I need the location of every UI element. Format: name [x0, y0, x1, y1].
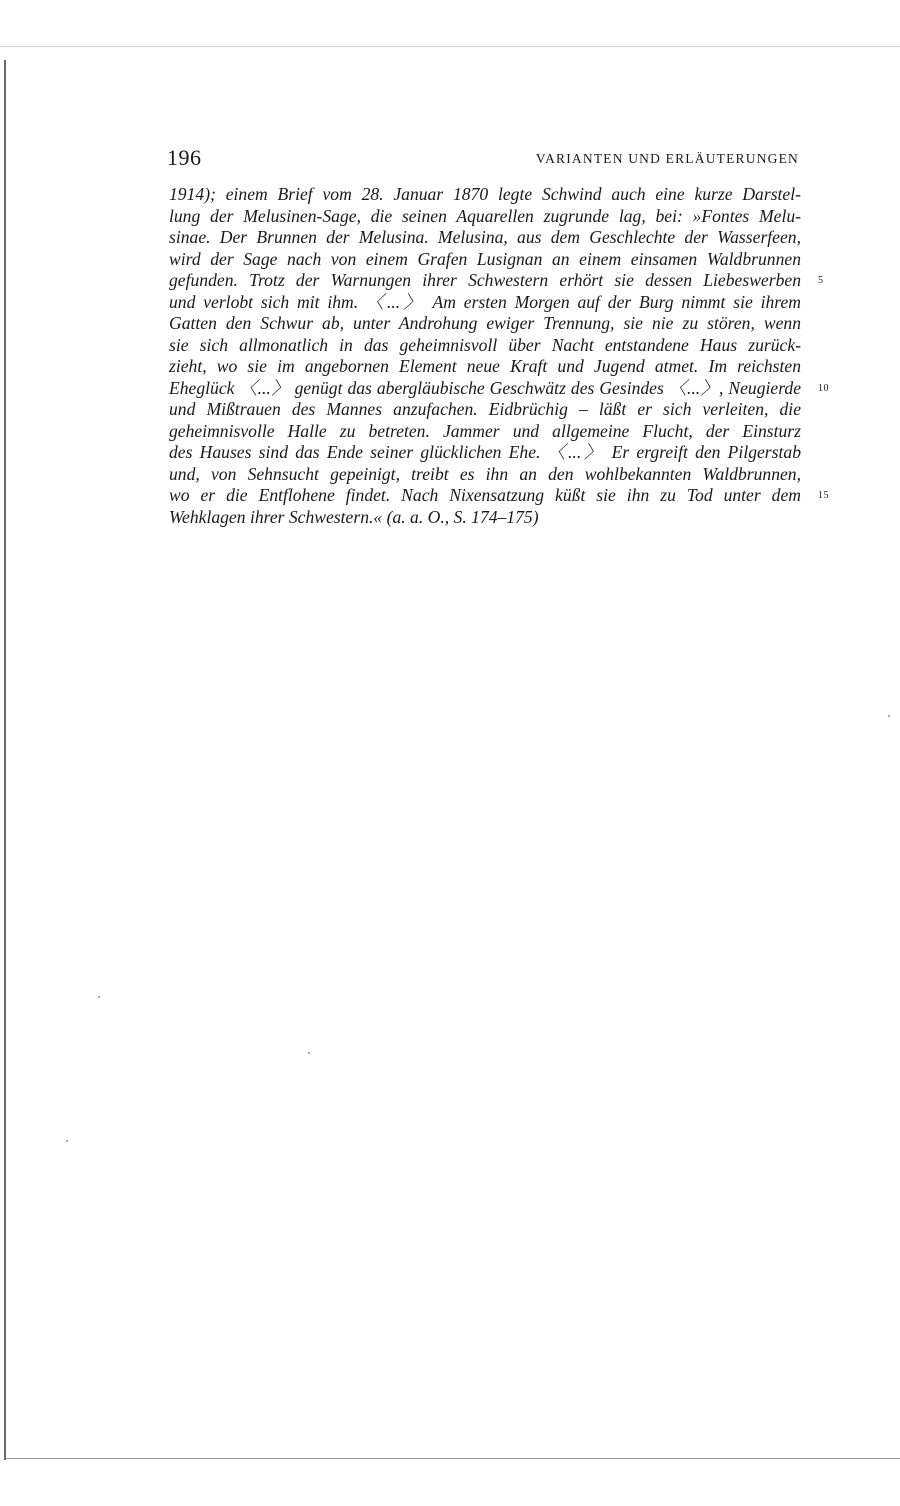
text-line-last: Wehklagen ihrer Schwestern.« (a. a. O., S. 174–175)	[169, 506, 539, 527]
text-line: und verlobt sich mit ihm. 〈...〉 Am ersten Morgen auf der Burg nimmt sie ihrem	[169, 291, 801, 312]
text-line: des Hauses sind das Ende seiner glücklichen Ehe. 〈...〉 Er ergreift den Pilgerstab	[169, 442, 801, 462]
page-header	[167, 143, 799, 173]
scan-speck	[66, 1140, 68, 1142]
body-text	[169, 184, 801, 528]
text-line: und Mißtrauen des Mannes anzufachen. Eidbrüchig – läßt er sich verleiten, die	[169, 399, 801, 419]
text-line: und, von Sehnsucht gepeinigt, treibt es ihn an den wohlbekannten Waldbrunnen,	[169, 463, 801, 484]
text-line: 1914); einem Brief vom 28. Januar 1870 legte Schwind auch eine kurze Darstel-	[169, 184, 801, 204]
text-line: sinae. Der Brunnen der Melusina. Melusina, aus dem Geschlechte der Wasserfeen,	[169, 227, 801, 247]
scan-speck	[888, 715, 890, 717]
line-number-10: 10	[818, 383, 829, 394]
text-line: wird der Sage nach von einem Grafen Lusignan an einem einsamen Waldbrunnen	[169, 248, 801, 269]
text-line: wo er die Entflohene findet. Nach Nixensatzung küßt sie ihn zu Tod unter dem	[169, 485, 801, 505]
line-number-15: 15	[818, 490, 829, 501]
text-line: geheimnisvolle Halle zu betreten. Jammer und allgemeine Flucht, der Einsturz	[169, 420, 801, 441]
scan-speck	[308, 1052, 310, 1054]
text-line: zieht, wo sie im angebornen Element neue Kraft und Jugend atmet. Im reichsten	[169, 356, 801, 376]
scan-speck	[98, 996, 100, 998]
page-number: 196	[167, 145, 202, 170]
scan-edge-left	[4, 60, 6, 1460]
running-head: VARIANTEN UND ERLÄUTERUNGEN	[535, 151, 799, 166]
text-line: sie sich allmonatlich in das geheimnisvoll über Nacht entstandene Haus zurück-	[169, 334, 801, 355]
line-number-5: 5	[818, 275, 824, 286]
text-line: Gatten den Schwur ab, unter Androhung ewiger Trennung, sie nie zu stören, wenn	[169, 313, 801, 333]
text-line: Eheglück 〈...〉 genügt das abergläubische Geschwätz des Gesindes 〈...〉, Neugierde	[169, 377, 801, 398]
scan-edge-bottom	[6, 1458, 900, 1459]
text-line: lung der Melusinen-Sage, die seinen Aquarellen zugrunde lag, bei: »Fontes Melu-	[169, 205, 801, 226]
text-line: gefunden. Trotz der Warnungen ihrer Schwestern erhört sie dessen Liebeswerben	[169, 270, 801, 290]
scan-edge-top	[0, 46, 900, 47]
